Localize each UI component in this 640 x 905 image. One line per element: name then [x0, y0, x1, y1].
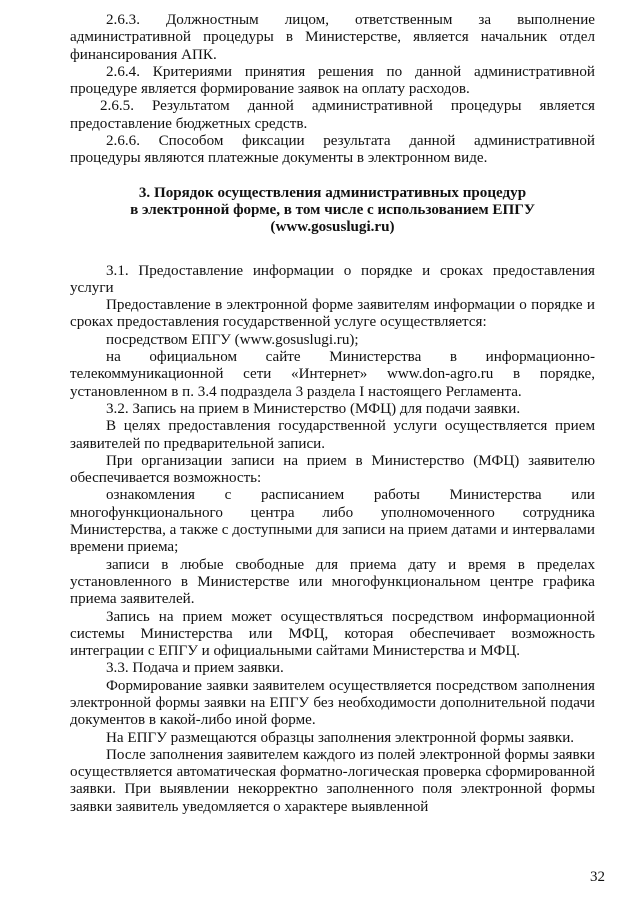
section-heading-line-2: в электронной форме, в том числе с использованием ЕПГУ — [130, 201, 535, 218]
paragraph-3-2: 3.2. Запись на прием в Министерство (МФЦ) для подачи заявки. — [106, 400, 521, 417]
paragraph: Формирование заявки заявителем осуществляется посредством заполнения электронной формы заявки на ЕПГУ без необходимости дополнительной подачи документов в какой-либо иной форме. — [70, 677, 595, 729]
list-item: ознакомления с расписанием работы Министерства или многофункционального центра либо уполномоченного сотрудника Министерства, а также с доступными для записи на прием датами и интервалами времени приема; — [70, 487, 595, 556]
document-page — [70, 12, 595, 816]
paragraph: В целях предоставления государственной услуги осуществляется прием заявителей по предварительной записи. — [70, 418, 595, 452]
spacer — [70, 168, 595, 185]
paragraph: При организации записи на прием в Министерство (МФЦ) заявителю обеспечивается возможность: — [70, 452, 595, 487]
spacer — [70, 237, 595, 254]
paragraph: После заполнения заявителем каждого из полей электронной формы заявки осуществляется автоматическая форматно-логическая проверка сформированной заявки. При выявлении некорректно заполненного поля электронной формы заявки заявитель уведомляется о характере выявленной — [70, 746, 595, 815]
list-item: посредством ЕПГУ (www.gosuslugi.ru); — [106, 331, 359, 348]
section-heading-line-1: 3. Порядок осуществления административных процедур — [138, 184, 527, 201]
paragraph-3-1: 3.1. Предоставление информации о порядке и сроках предоставления услуги — [70, 262, 595, 296]
paragraph-2-6-3: 2.6.3. Должностным лицом, ответственным за выполнение административной процедуры в Министерстве, является начальник отдел финансирования АПК. — [70, 12, 595, 63]
list-item: на официальном сайте Министерства в информационно-телекоммуникационной сети «Интернет» www.don-agro.ru в порядке, установленном в п. 3.4 подраздела 3 раздела I настоящего Регламента. — [70, 349, 595, 400]
paragraph: На ЕПГУ размещаются образцы заполнения электронной формы заявки. — [106, 729, 575, 746]
paragraph: Предоставление в электронной форме заявителям информации о порядке и сроках предоставления государственной услуге осуществляется: — [70, 297, 595, 331]
paragraph-2-6-5: 2.6.5. Результатом данной административной процедуры является предоставление бюджетных средств. — [70, 98, 595, 132]
list-item: записи в любые свободные для приема дату и время в пределах установленного в Министерстве или многофункциональном центре графика приема заявителей. — [70, 556, 595, 608]
spacer — [70, 254, 595, 263]
section-heading-line-3: (www.gosuslugi.ru) — [270, 219, 395, 236]
paragraph-2-6-4: 2.6.4. Критериями принятия решения по данной административной процедуре является формирование заявок на оплату расходов. — [70, 63, 595, 98]
paragraph: Запись на прием может осуществляться посредством информационной системы Министерства или МФЦ, которая обеспечивает возможность интеграции с ЕПГУ и официальными сайтами Министерства и МФЦ. — [70, 608, 595, 660]
page-number: 32 — [590, 869, 605, 885]
paragraph-2-6-6: 2.6.6. Способом фиксации результата данной административной процедуры являются платежные документы в электронном виде. — [70, 133, 595, 167]
paragraph-3-3: 3.3. Подача и прием заявки. — [106, 660, 284, 677]
